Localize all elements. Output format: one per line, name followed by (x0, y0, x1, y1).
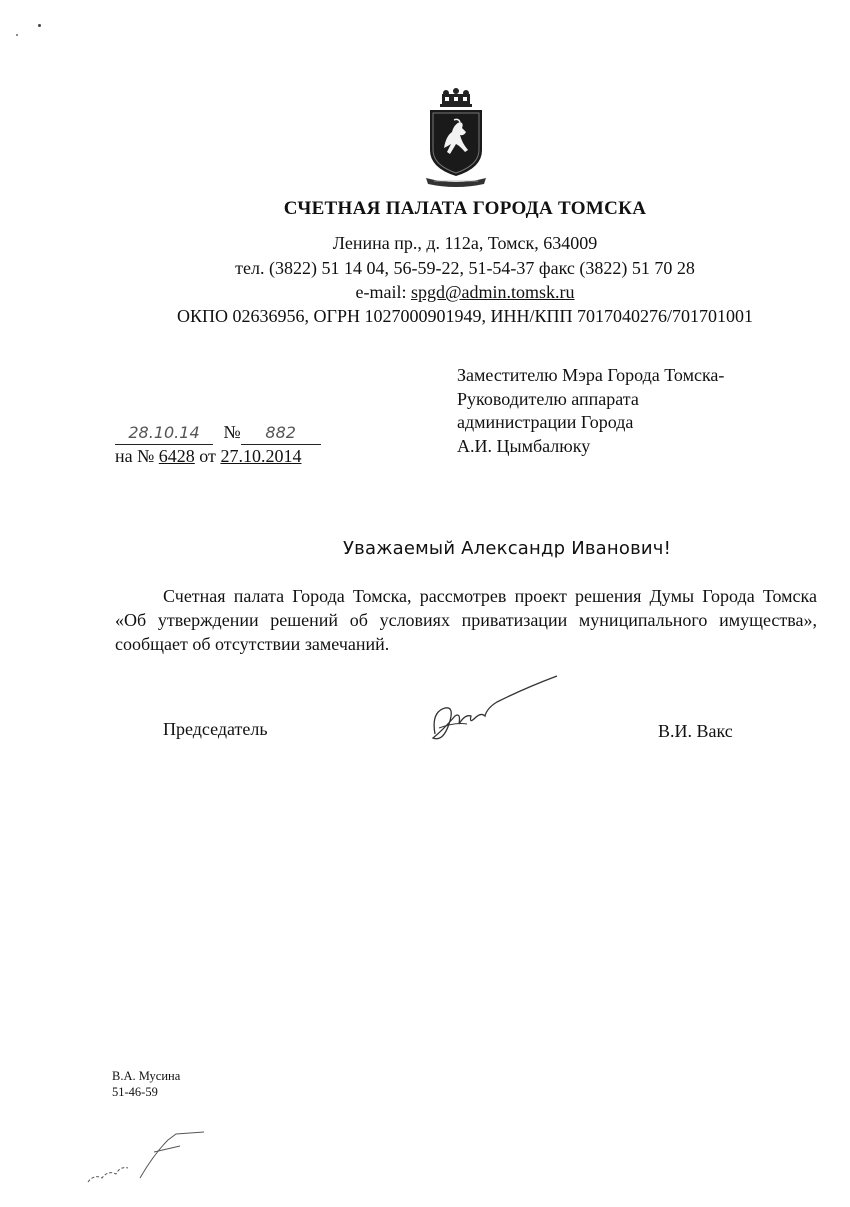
signatory-position: Председатель (163, 719, 268, 739)
reply-prefix: на № (115, 446, 159, 466)
org-registry: ОКПО 02636956, ОГРН 1027000901949, ИНН/КПП 7017040276/701701001 (177, 306, 753, 326)
signature-icon (425, 672, 565, 752)
org-address: Ленина пр., д. 112а, Томск, 634009 (332, 233, 598, 253)
scan-speck (16, 34, 18, 36)
org-title: СЧЕТНАЯ ПАЛАТА ГОРОДА ТОМСКА (283, 198, 647, 219)
outgoing-number-line (115, 421, 321, 445)
reply-from: от (194, 446, 221, 466)
reply-reference-line (115, 445, 321, 467)
recipient-line: администрации Города (457, 412, 634, 432)
outgoing-reference (115, 421, 321, 467)
executor-name: В.А. Мусина (112, 1069, 181, 1083)
scan-speck (38, 24, 41, 27)
recipient-line: Руководителю аппарата (457, 388, 639, 409)
outgoing-number: 882 (241, 422, 321, 445)
email-label: e-mail: (355, 282, 411, 302)
executor-phone: 51-46-59 (112, 1085, 158, 1099)
number-label: № (223, 422, 241, 442)
signatory-name: В.И. Вакс (658, 721, 733, 741)
org-email-line (40, 282, 850, 303)
coat-of-arms-icon (420, 88, 492, 188)
reply-number: 6428 (158, 446, 195, 466)
visa-mark-icon (84, 1124, 214, 1186)
executor-block (112, 1068, 180, 1100)
greeting: Уважаемый Александр Иванович! (343, 538, 672, 559)
reply-date: 27.10.2014 (220, 446, 302, 466)
letter-body: Счетная палата Города Томска, рассмотрев проект решения Думы Города Томска «Об утверждении решений об условиях приватизации муниципального имущества», сообщает об отсутствии замечаний. (115, 586, 817, 654)
org-phones: тел. (3822) 51 14 04, 56-59-22, 51-54-37 факс (3822) 51 70 28 (235, 258, 695, 278)
outgoing-date: 28.10.14 (115, 422, 213, 445)
recipient-block (457, 364, 724, 458)
recipient-line: Заместителю Мэра Города Томска- (457, 365, 725, 385)
email-link[interactable]: spgd@admin.tomsk.ru (410, 282, 575, 302)
recipient-line: А.И. Цымбалюку (457, 435, 591, 456)
